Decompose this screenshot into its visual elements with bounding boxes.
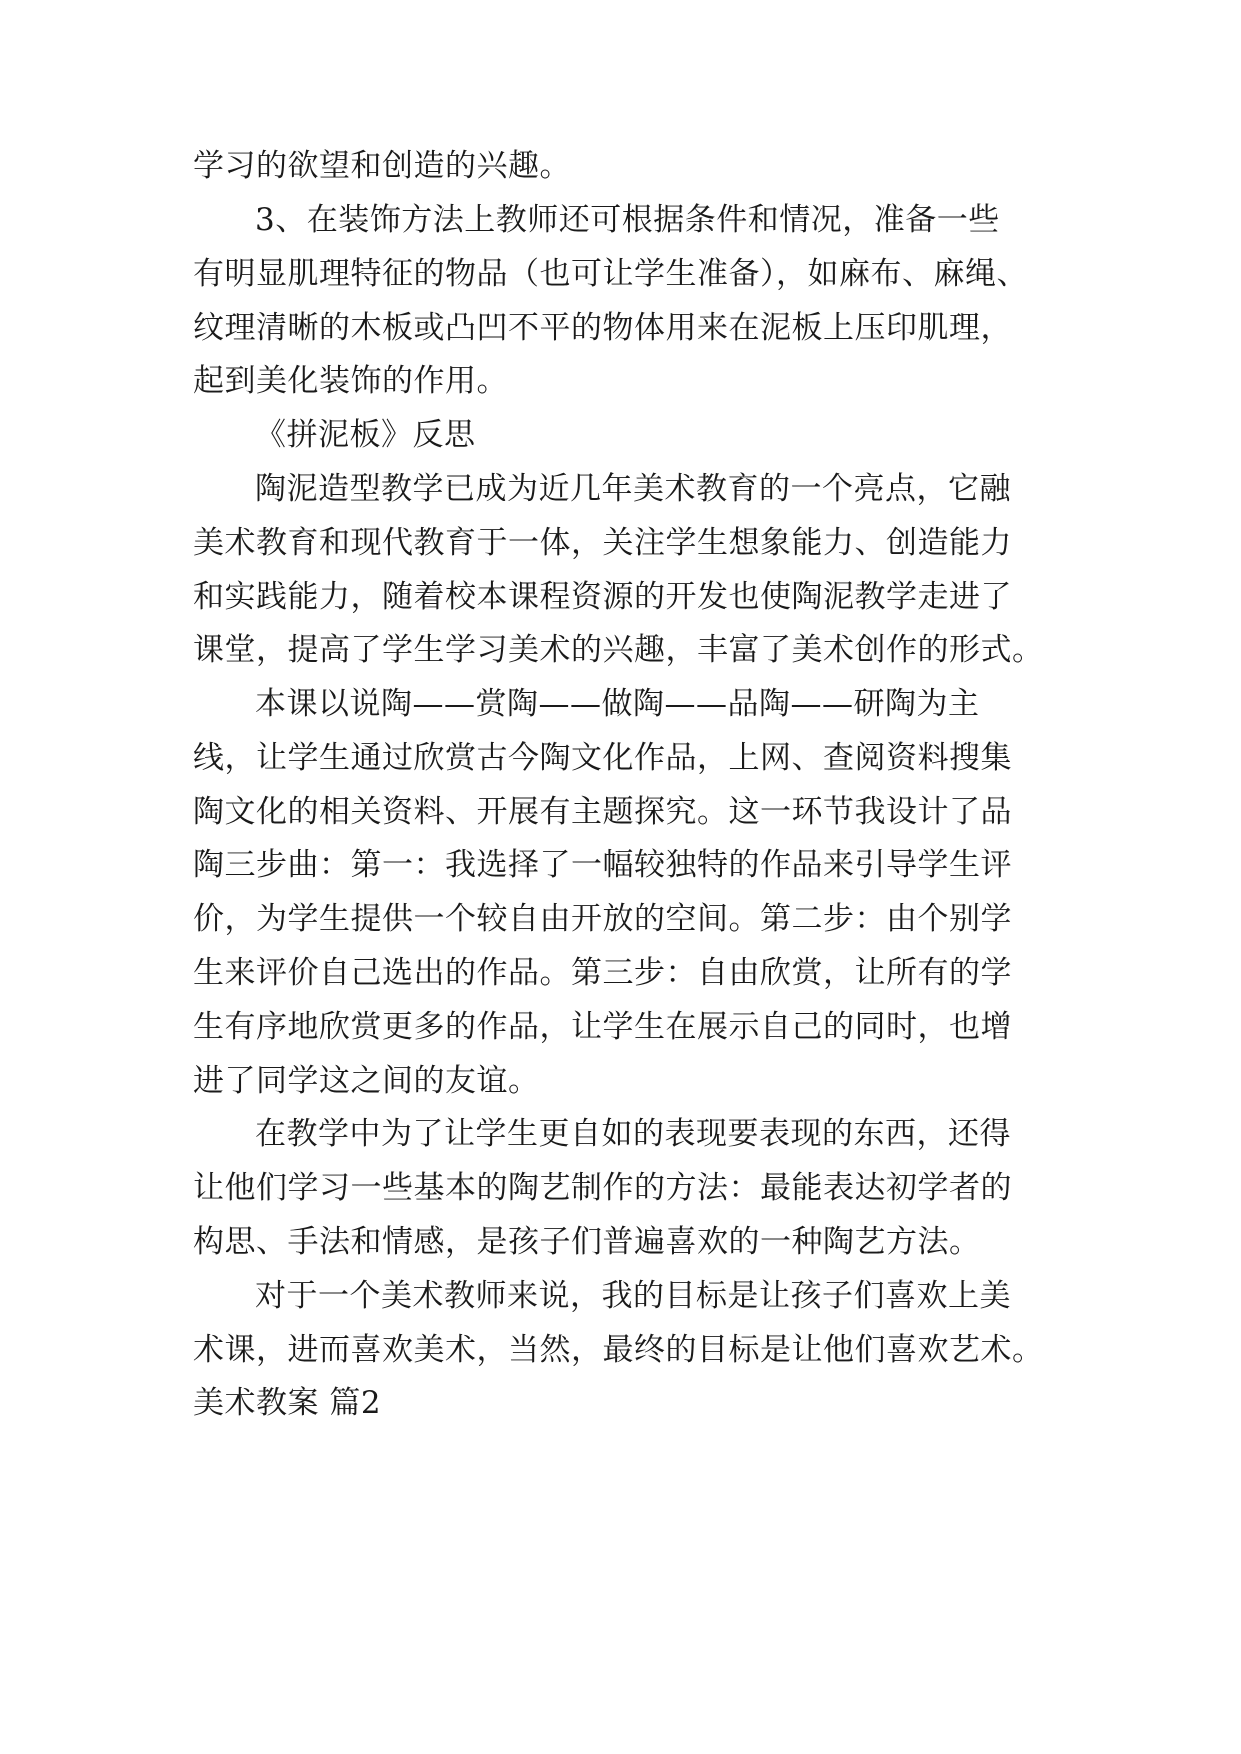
text-line: 起到美化装饰的作用。 xyxy=(193,363,508,399)
text-line: 术课，进而喜欢美术，当然，最终的目标是让他们喜欢艺术。 xyxy=(193,1332,1044,1368)
section-heading: 美术教案 篇2 xyxy=(193,1385,382,1421)
text-line: 构思、手法和情感，是孩子们普遍喜欢的一种陶艺方法。 xyxy=(193,1224,981,1260)
text-line: 美术教育和现代教育于一体，关注学生想象能力、创造能力 xyxy=(193,525,1012,561)
text-line: 对于一个美术教师来说，我的目标是让孩子们喜欢上美 xyxy=(255,1278,1011,1314)
text-line: 学习的欲望和创造的兴趣。 xyxy=(193,148,571,184)
text-line: 本课以说陶——赏陶——做陶——品陶——研陶为主 xyxy=(255,686,980,722)
text-line: 课堂，提高了学生学习美术的兴趣，丰富了美术创作的形式。 xyxy=(193,632,1044,668)
text-line: 纹理清晰的木板或凸凹不平的物体用来在泥板上压印肌理， xyxy=(193,310,1012,346)
text-line: 陶三步曲：第一：我选择了一幅较独特的作品来引导学生评 xyxy=(193,847,1012,883)
text-line: 生有序地欣赏更多的作品，让学生在展示自己的同时，也增 xyxy=(193,1009,1012,1045)
text-line: 陶泥造型教学已成为近几年美术教育的一个亮点，它融 xyxy=(255,471,1011,507)
text-line: 在教学中为了让学生更自如的表现要表现的东西，还得 xyxy=(255,1116,1011,1152)
text-line: 陶文化的相关资料、开展有主题探究。这一环节我设计了品 xyxy=(193,794,1012,830)
text-line: 生来评价自己选出的作品。第三步：自由欣赏，让所有的学 xyxy=(193,955,1012,991)
text-line: 3、在装饰方法上教师还可根据条件和情况，准备一些 xyxy=(255,202,1000,238)
text-line: 和实践能力，随着校本课程资源的开发也使陶泥教学走进了 xyxy=(193,579,1012,615)
text-line: 价，为学生提供一个较自由开放的空间。第二步：由个别学 xyxy=(193,901,1012,937)
text-line: 线，让学生通过欣赏古今陶文化作品，上网、查阅资料搜集 xyxy=(193,740,1012,776)
text-line: 让他们学习一些基本的陶艺制作的方法：最能表达初学者的 xyxy=(193,1170,1012,1206)
text-line: 进了同学这之间的友谊。 xyxy=(193,1063,540,1099)
text-line: 有明显肌理特征的物品（也可让学生准备），如麻布、麻绳、 xyxy=(193,256,1028,292)
section-heading: 《拼泥板》反思 xyxy=(255,417,476,453)
